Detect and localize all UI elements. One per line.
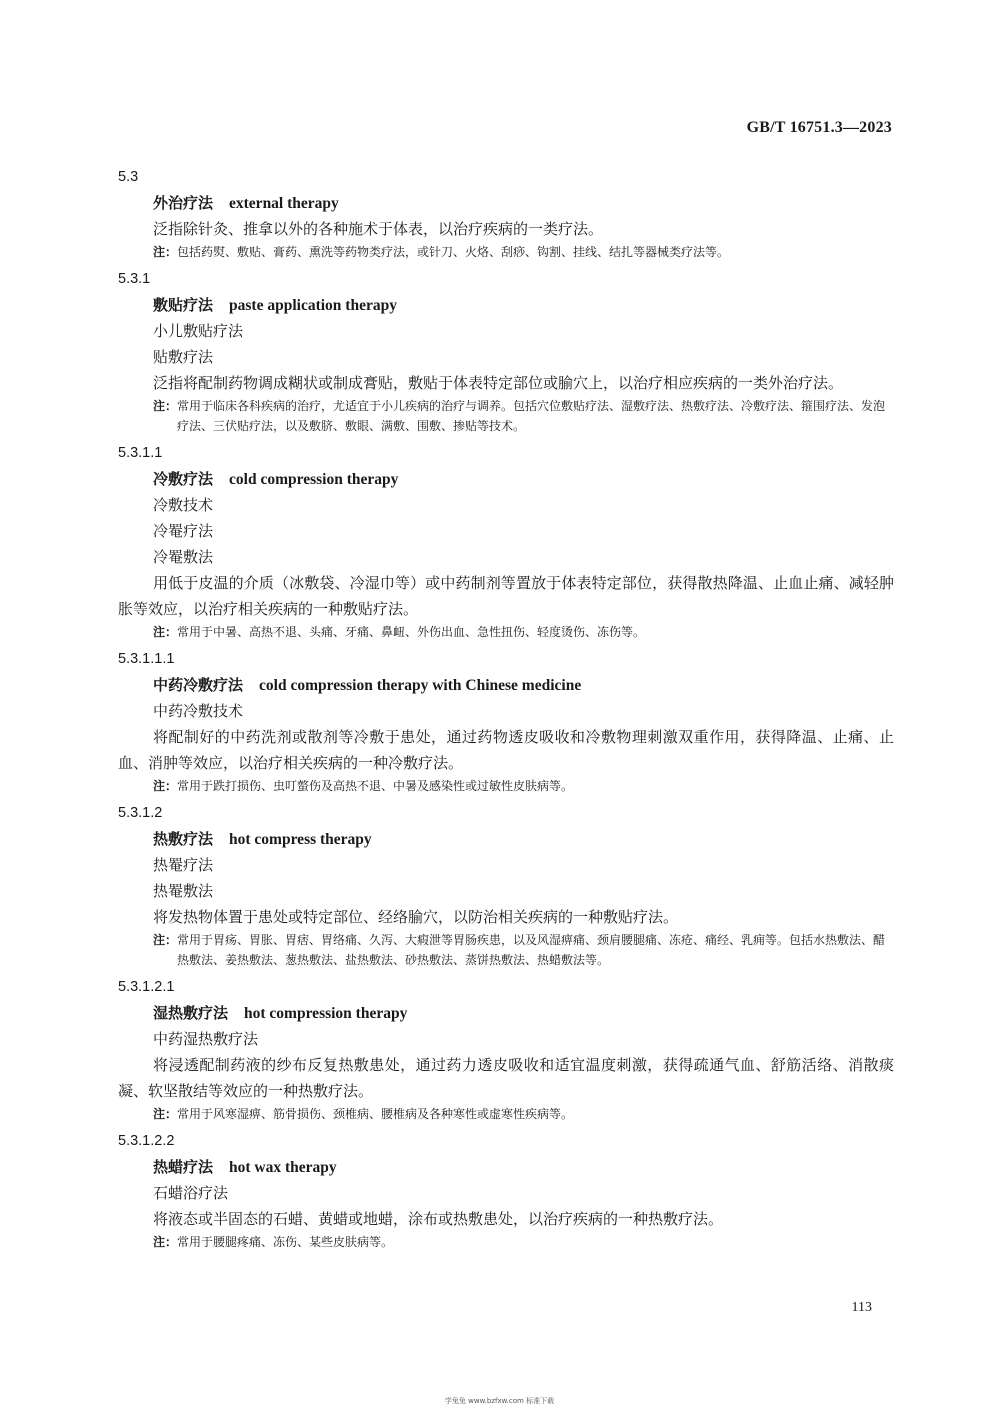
- term-definition: 用低于皮温的介质（冰敷袋、冷湿巾等）或中药制剂等置放于体表特定部位，获得散热降温、止血止痛、减轻肿胀等效应，以治疗相关疾病的一种敷贴疗法。: [118, 574, 894, 618]
- note-text: 常用于临床各科疾病的治疗，尤适宜于小儿疾病的治疗与调养。包括穴位敷贴疗法、湿敷疗法、热敷疗法、冷敷疗法、箍围疗法、发泡疗法、三伏贴疗法，以及敷脐、敷眼、满敷、围敷、掺贴等技术。: [177, 399, 886, 433]
- term-line: [118, 826, 894, 852]
- term-chinese: 敷贴疗法: [153, 296, 214, 314]
- term-definition: 将配制好的中药洗剂或散剂等冷敷于患处，通过药物透皮吸收和冷敷物理刺激双重作用，获得降温、止痛、止血、消肿等效应，以治疗相关疾病的一种冷敷疗法。: [118, 728, 894, 772]
- term-entry: [118, 646, 894, 796]
- note-text: 常用于胃疡、胃胀、胃痞、胃络痛、久泻、大瘕泄等胃肠疾患，以及风湿痹痛、颈肩腰腿痛、冻疮、痛经、乳痈等。包括水热敷法、醋热敷法、姜热敷法、葱热敷法、盐热敷法、砂热敷法、蒸饼热敷法、热蜡敷法等。: [177, 933, 886, 967]
- term-line: [118, 292, 894, 318]
- document-body: [118, 164, 894, 1256]
- term-line: [118, 672, 894, 698]
- term-synonym: 小儿敷贴疗法: [153, 322, 244, 340]
- term-note: [118, 930, 894, 970]
- term-synonym: 贴敷疗法: [153, 348, 214, 366]
- term-english: external therapy: [229, 195, 339, 212]
- term-note: [118, 776, 894, 796]
- clause-number: 5.3: [118, 169, 139, 185]
- term-chinese: 热蜡疗法: [153, 1158, 214, 1176]
- term-synonym: 冷敷技术: [153, 496, 214, 514]
- term-line: [118, 190, 894, 216]
- clause-number: 5.3.1.1.1: [118, 651, 175, 667]
- note-label: 注：: [153, 399, 178, 413]
- note-text: 包括药熨、敷贴、膏药、熏洗等药物类疗法，或针刀、火烙、刮痧、钩割、挂线、结扎等器械类疗法等。: [177, 245, 730, 259]
- footer-watermark: 学兔兔 www.bzfxw.com 标准下载: [444, 1397, 555, 1405]
- clause-number: 5.3.1.2: [118, 805, 163, 821]
- term-synonym: 石蜡浴疗法: [153, 1184, 229, 1202]
- term-entry: [118, 440, 894, 642]
- note-text: 常用于腰腿疼痛、冻伤、某些皮肤病等。: [177, 1235, 394, 1249]
- term-line: [118, 1154, 894, 1180]
- standard-number: GB/T 16751.3—2023: [746, 119, 892, 136]
- note-text: 常用于风寒湿痹、筋骨损伤、颈椎病、腰椎病及各种寒性或虚寒性疾病等。: [177, 1107, 574, 1121]
- clause-number: 5.3.1.2.1: [118, 979, 175, 995]
- term-chinese: 冷敷疗法: [153, 470, 214, 488]
- note-label: 注：: [153, 779, 178, 793]
- term-chinese: 外治疗法: [153, 194, 214, 212]
- note-label: 注：: [153, 933, 178, 947]
- term-definition: 将液态或半固态的石蜡、黄蜡或地蜡，涂布或热敷患处，以治疗疾病的一种热敷疗法。: [153, 1210, 724, 1228]
- term-entry: [118, 266, 894, 436]
- term-entry: [118, 164, 894, 262]
- term-chinese: 中药冷敷疗法: [153, 676, 244, 694]
- term-chinese: 湿热敷疗法: [153, 1004, 229, 1022]
- term-english: hot compress therapy: [229, 831, 372, 848]
- term-synonym: 中药湿热敷疗法: [153, 1030, 259, 1048]
- term-definition: 将发热物体置于患处或特定部位、经络腧穴，以防治相关疾病的一种敷贴疗法。: [153, 908, 679, 926]
- term-definition: 泛指除针灸、推拿以外的各种施术于体表，以治疗疾病的一类疗法。: [153, 220, 604, 238]
- page-number: 113: [851, 1300, 872, 1315]
- term-english: paste application therapy: [229, 297, 397, 314]
- term-note: [118, 1104, 894, 1124]
- term-note: [118, 242, 894, 262]
- note-label: 注：: [153, 625, 178, 639]
- term-definition: 泛指将配制药物调成糊状或制成膏贴，敷贴于体表特定部位或腧穴上，以治疗相应疾病的一类外治疗法。: [153, 374, 844, 392]
- term-line: [118, 466, 894, 492]
- term-synonym: 冷罨疗法: [153, 522, 214, 540]
- term-synonym: 中药冷敷技术: [153, 702, 244, 720]
- clause-number: 5.3.1: [118, 271, 151, 287]
- term-definition: 将浸透配制药液的纱布反复热敷患处，通过药力透皮吸收和适宜温度刺激，获得疏通气血、舒筋活络、消散痰凝、软坚散结等效应的一种热敷疗法。: [118, 1056, 894, 1100]
- term-english: hot compression therapy: [244, 1005, 408, 1022]
- term-entry: [118, 800, 894, 970]
- note-label: 注：: [153, 1107, 178, 1121]
- clause-number: 5.3.1.2.2: [118, 1133, 175, 1149]
- note-text: 常用于跌打损伤、虫叮螫伤及高热不退、中暑及感染性或过敏性皮肤病等。: [177, 779, 574, 793]
- term-english: hot wax therapy: [229, 1159, 337, 1176]
- term-note: [118, 1232, 894, 1252]
- term-synonym: 冷罨敷法: [153, 548, 214, 566]
- term-english: cold compression therapy: [229, 471, 399, 488]
- term-line: [118, 1000, 894, 1026]
- note-label: 注：: [153, 1235, 178, 1249]
- term-english: cold compression therapy with Chinese medicine: [259, 677, 582, 694]
- note-text: 常用于中暑、高热不退、头痛、牙痛、鼻衄、外伤出血、急性扭伤、轻度烫伤、冻伤等。: [177, 625, 646, 639]
- term-chinese: 热敷疗法: [153, 830, 214, 848]
- term-note: [118, 622, 894, 642]
- term-synonym: 热罨疗法: [153, 856, 214, 874]
- term-entry: [118, 1128, 894, 1252]
- clause-number: 5.3.1.1: [118, 445, 163, 461]
- note-label: 注：: [153, 245, 178, 259]
- term-synonym: 热罨敷法: [153, 882, 214, 900]
- term-note: [118, 396, 894, 436]
- term-entry: [118, 974, 894, 1124]
